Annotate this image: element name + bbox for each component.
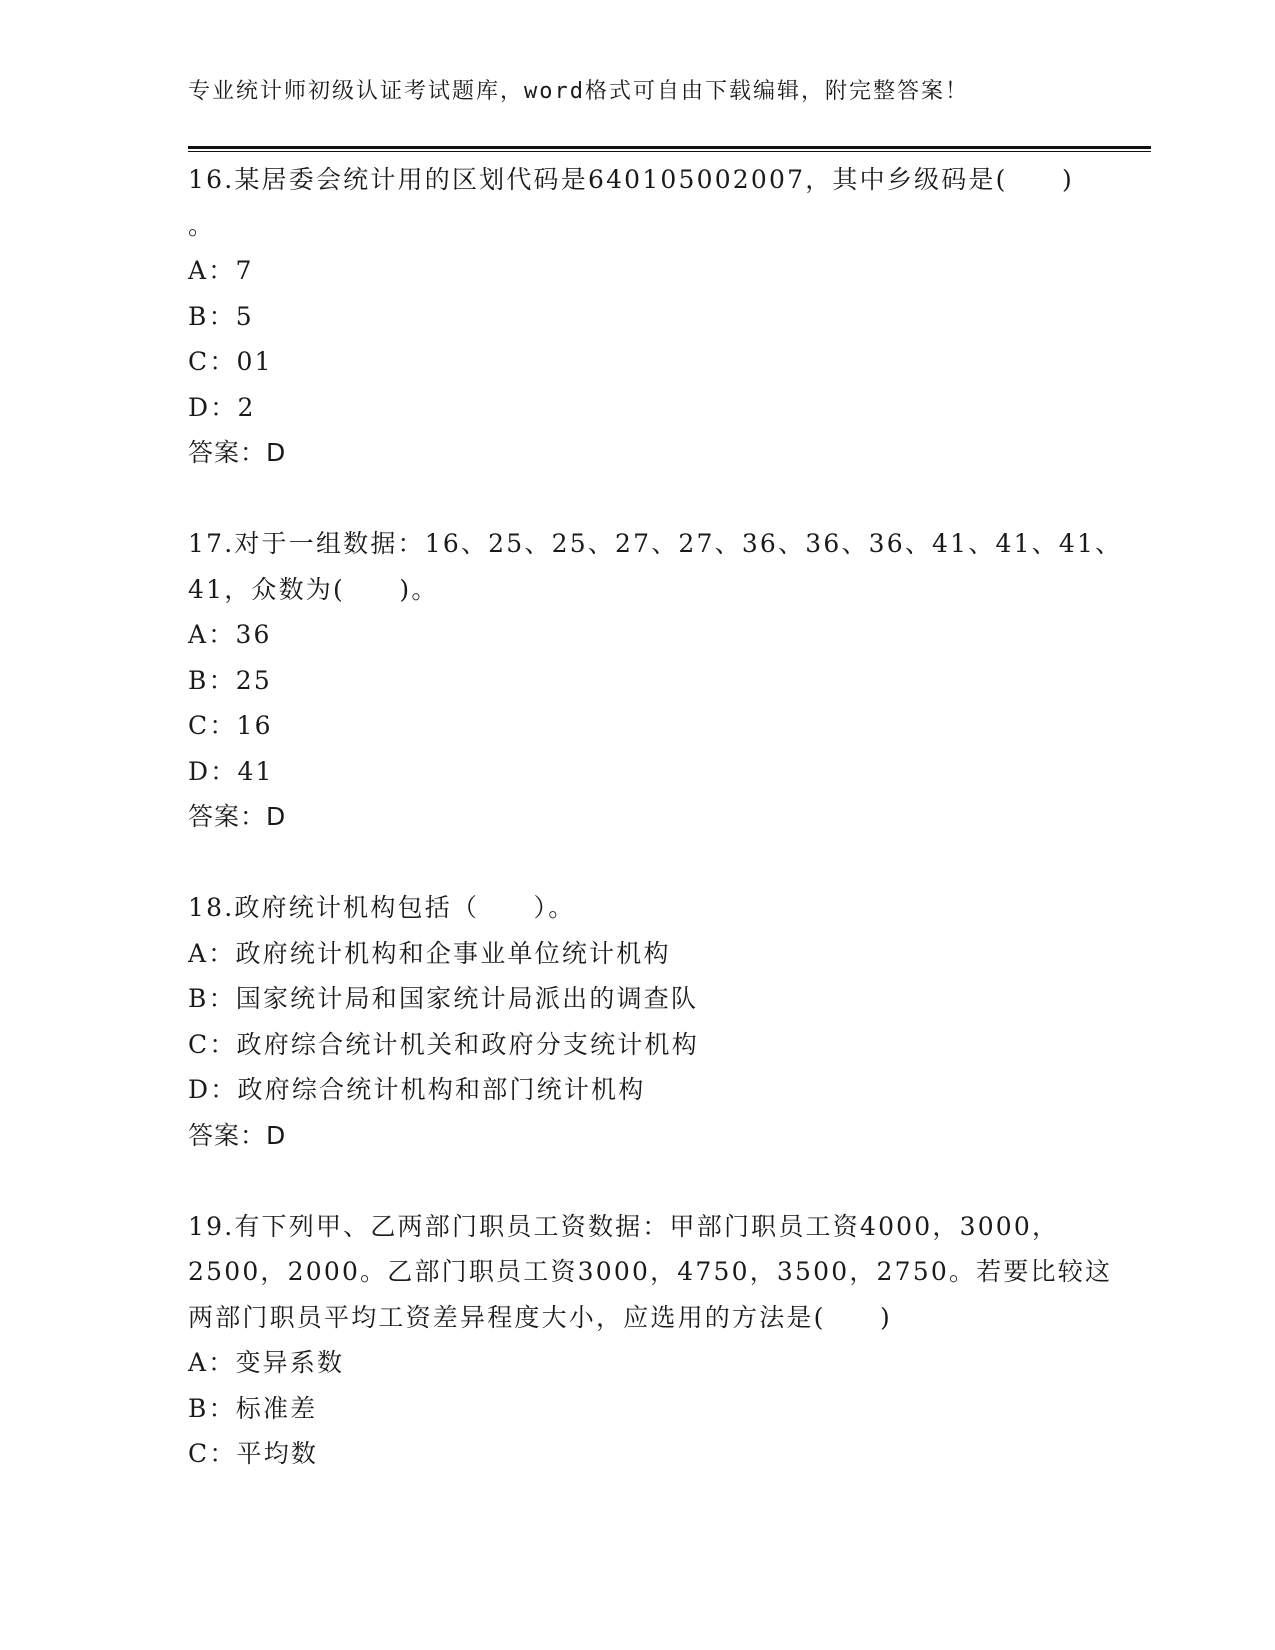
option-b: B：5: [188, 301, 254, 331]
question-17: [188, 521, 1123, 840]
question-stem-line: 41，众数为( )。: [188, 574, 439, 604]
option-a: A：7: [188, 256, 254, 285]
question-19: [188, 1204, 1113, 1477]
option-a: A：政府统计机构和企事业单位统计机构: [188, 938, 671, 968]
option-b: B：25: [188, 665, 272, 695]
header-rule-thick: [188, 146, 1151, 149]
answer-line: 答案：D: [188, 438, 287, 467]
page-header: 专业统计师初级认证考试题库，word格式可自由下载编辑，附完整答案！: [188, 79, 969, 104]
question-stem-line: 19.有下列甲、乙两部门职员工资数据：甲部门职员工资4000，3000，: [188, 1211, 1060, 1241]
question-stem-line: 2500，2000。乙部门职员工资3000，4750，3500，2750。若要比较这: [188, 1257, 1113, 1286]
option-b: B：标准差: [188, 1393, 318, 1423]
question-stem-line: 18.政府统计机构包括（ ）。: [188, 893, 576, 922]
option-d: D：政府综合统计机构和部门统计机构: [188, 1075, 646, 1104]
question-16: [188, 157, 1088, 476]
option-b: B：国家统计局和国家统计局派出的调查队: [188, 984, 699, 1013]
option-c: C：平均数: [188, 1439, 319, 1468]
answer-line: 答案：D: [188, 1120, 287, 1150]
question-gap: [188, 840, 1088, 886]
option-a: A：变异系数: [188, 1348, 345, 1377]
option-a: A：36: [188, 620, 272, 649]
question-gap: [188, 476, 1088, 522]
option-d: D：41: [188, 756, 274, 786]
answer-line: 答案：D: [188, 802, 287, 831]
question-stem-line: 17.对于一组数据：16、25、25、27、27、36、36、36、41、41、41、: [188, 529, 1123, 558]
option-d: D：2: [188, 392, 256, 422]
header-rule-thin: [188, 151, 1151, 152]
question-stem-line: 16.某居委会统计用的区划代码是640105002007，其中乡级码是( ): [188, 165, 1074, 194]
question-stem-line: 。: [188, 210, 216, 240]
question-list: [188, 157, 1123, 1477]
question-stem-line: 两部门职员平均工资差异程度大小，应选用的方法是( ): [188, 1302, 892, 1332]
question-18: [188, 885, 1088, 1158]
option-c: C：01: [188, 347, 273, 376]
option-c: C：16: [188, 711, 273, 740]
option-c: C：政府综合统计机关和政府分支统计机构: [188, 1029, 699, 1059]
question-gap: [188, 1158, 1088, 1204]
